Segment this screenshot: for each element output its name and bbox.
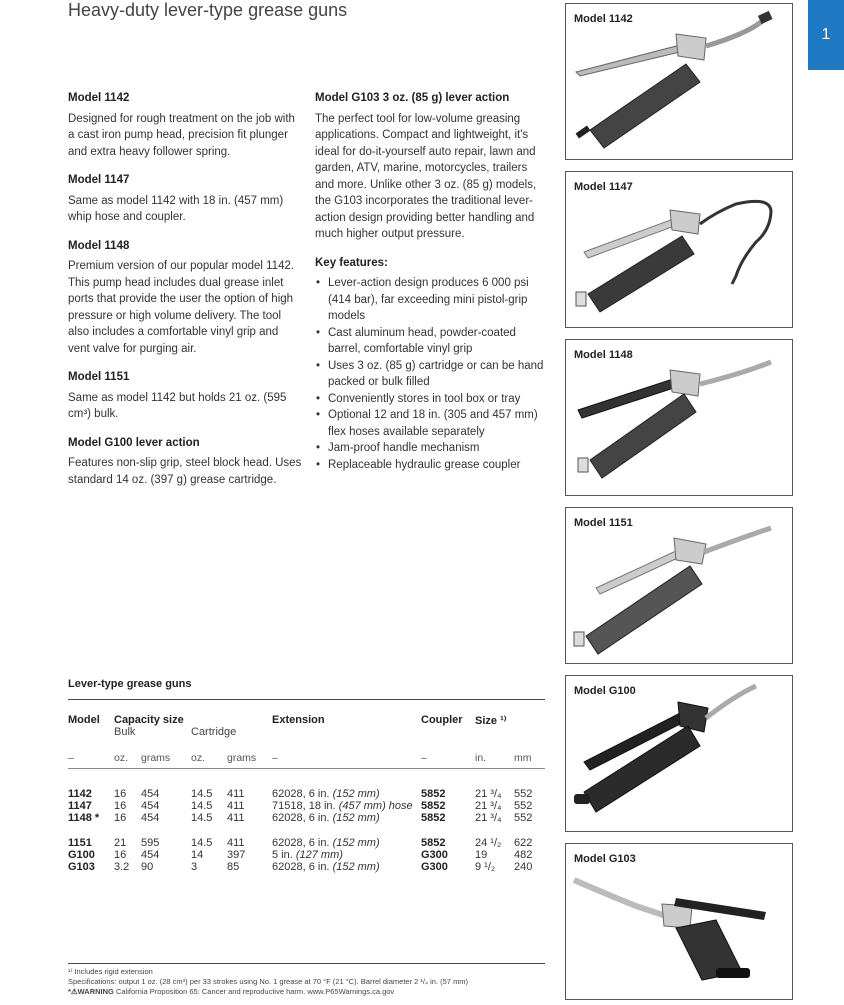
cell-cart-grams: 411 [227, 800, 245, 812]
product-image-box [565, 675, 793, 832]
cell-coupler: 5852 [421, 837, 446, 849]
model-description: Same as model 1142 with 18 in. (457 mm) whip hose and coupler. [68, 194, 284, 223]
column-header-model: Model [68, 714, 100, 726]
image-label: Model 1147 [574, 181, 633, 193]
image-label: Model 1142 [574, 13, 633, 25]
feature-item: • Optional 12 and 18 in. (305 and 457 mm) flex hoses available separately [328, 407, 547, 440]
cell-extension-text: 62028, 6 in. [272, 788, 330, 800]
cell-model: 1147 [68, 800, 92, 812]
grease-gun-g103-image [566, 844, 792, 999]
grease-gun-1142-image [566, 4, 792, 159]
cell-cart-grams: 411 [227, 812, 245, 824]
warning-label: *⚠WARNING [68, 987, 114, 996]
cell-bulk-grams: 454 [141, 849, 160, 861]
cell-extension [272, 861, 380, 873]
feature-item: • Jam-proof handle mechanism [328, 440, 547, 457]
footnote-1: ¹⁾ Includes rigid extension [68, 967, 153, 976]
cell-extension-metric: (152 mm) [332, 837, 380, 849]
column-header-bulk: Bulk [114, 726, 136, 738]
cell-extension [272, 800, 413, 812]
cell-bulk-grams: 454 [141, 800, 160, 812]
features-list [315, 275, 547, 473]
feature-item: • Uses 3 oz. (85 g) cartridge or can be hand packed or bulk filled [328, 358, 547, 391]
cell-cart-oz: 14.5 [191, 800, 213, 812]
model-description: The perfect tool for low-volume greasing applications. Compact and lightweight, it's ideal for do-it-yourself auto repair, lawn and garden, ATV, marine, motorcycles, trailers and more. Unlike other 3 oz. (85 g) models, the G103 incorporates the traditional lever-action design providing better handling and much higher output pressure. [315, 112, 537, 240]
table-rule-units [68, 768, 545, 769]
model-heading: Model G100 lever action [68, 436, 200, 449]
cell-model: 1142 [68, 788, 92, 800]
product-image-box [565, 507, 793, 664]
unit-bulk-oz: oz. [114, 752, 129, 764]
image-label: Model G103 [574, 853, 636, 865]
column-header-extension: Extension [272, 714, 325, 726]
cell-bulk-grams: 595 [141, 837, 160, 849]
cell-extension-text: 5 in. [272, 849, 293, 861]
feature-item: • Lever-action design produces 6 000 psi (414 bar), far exceeding mini pistol-grip models [328, 275, 547, 325]
model-heading: Model G103 3 oz. (85 g) lever action [315, 92, 510, 104]
feature-item: • Conveniently stores in tool box or tray [328, 391, 547, 408]
model-description: Premium version of our popular model 1142. This pump head includes dual grease inlet ports that provide the user the option of high pressure or high volume delivery. The tool also includes a comfortable vinyl grip and vent valve for purging air. [68, 260, 295, 355]
cell-model: G103 [68, 861, 95, 873]
cell-coupler: G300 [421, 861, 448, 873]
product-image-box [565, 3, 793, 160]
cell-cart-grams: 397 [227, 849, 246, 861]
grease-gun-g100-image [566, 676, 792, 831]
unit-model: – [68, 752, 74, 764]
cell-coupler: 5852 [421, 812, 446, 824]
model-heading: Model 1142 [68, 92, 130, 104]
cell-coupler: 5852 [421, 788, 446, 800]
model-description: Same as model 1142 but holds 21 oz. (595 cm³) bulk. [68, 391, 287, 420]
model-description: Designed for rough treatment on the job with a cast iron pump head, precision fit plunger and extra heavy follower spring. [68, 112, 295, 158]
cell-cart-oz: 14.5 [191, 812, 213, 824]
cell-extension-metric: (152 mm) [332, 861, 380, 873]
cell-extension [272, 837, 380, 849]
cell-extension-metric: (152 mm) [332, 788, 380, 800]
cell-size-in: 21 ³/₄ [475, 788, 502, 800]
column-header-capacity: Capacity size [114, 714, 184, 726]
image-label: Model 1148 [574, 349, 633, 361]
cell-extension-metric: (152 mm) [332, 812, 380, 824]
cell-model: 1151 [68, 837, 92, 849]
cell-extension-text: 62028, 6 in. [272, 861, 330, 873]
cell-bulk-oz: 3.2 [114, 861, 130, 873]
cell-cart-oz: 14.5 [191, 837, 213, 849]
footnote-specifications: Specifications: output 1 oz. (28 cm³) per 33 strokes using No. 1 grease at 70 °F (21 °C). Barrel diameter 2 ¹/₄ in. (57 mm) [68, 977, 469, 986]
cell-bulk-grams: 454 [141, 788, 160, 800]
cell-extension-text: 62028, 6 in. [272, 837, 330, 849]
unit-size-mm: mm [514, 752, 532, 764]
cell-size-mm: 552 [514, 812, 533, 824]
product-image-box [565, 171, 793, 328]
unit-extension: – [272, 752, 278, 764]
cell-cart-grams: 411 [227, 788, 245, 800]
cell-extension-metric: (127 mm) [295, 849, 343, 861]
cell-size-in: 21 ³/₄ [475, 800, 502, 812]
grease-gun-1148-image [566, 340, 792, 495]
product-image-box [565, 843, 793, 1000]
cell-size-mm: 622 [514, 837, 533, 849]
cell-size-in: 19 [475, 849, 488, 861]
unit-size-in: in. [475, 752, 487, 764]
description-column-2 [315, 90, 547, 473]
table-rule-top [68, 699, 545, 700]
footnote-rule [68, 963, 545, 964]
description-column-1 [68, 90, 302, 500]
cell-size-in: 9 ¹/₂ [475, 861, 496, 873]
cell-extension-metric: (457 mm) hose [338, 800, 413, 812]
cell-bulk-grams: 454 [141, 812, 160, 824]
unit-cart-oz: oz. [191, 752, 206, 764]
cell-bulk-oz: 16 [114, 788, 127, 800]
model-heading: Model 1147 [68, 174, 130, 186]
cell-coupler: G300 [421, 849, 448, 861]
cell-bulk-oz: 16 [114, 800, 127, 812]
warning-text: California Proposition 65: Cancer and reproductive harm. www.P65Warnings.ca.gov [115, 987, 395, 996]
cell-extension [272, 788, 380, 800]
table-title: Lever-type grease guns [68, 678, 192, 690]
cell-coupler: 5852 [421, 800, 446, 812]
cell-bulk-oz: 16 [114, 849, 127, 861]
cell-extension-text: 62028, 6 in. [272, 812, 330, 824]
cell-extension-text: 71518, 18 in. [272, 800, 336, 812]
column-header-cartridge: Cartridge [191, 726, 237, 738]
model-heading: Model 1151 [68, 371, 130, 383]
feature-item: • Cast aluminum head, powder-coated barrel, comfortable vinyl grip [328, 325, 547, 358]
cell-extension [272, 849, 343, 861]
model-description: Features non-slip grip, steel block head. Uses standard 14 oz. (397 g) grease cartridge. [68, 457, 302, 486]
cell-extension [272, 812, 380, 824]
footnote-warning [68, 987, 394, 996]
image-label: Model G100 [574, 685, 636, 697]
features-heading: Key features: [315, 256, 388, 269]
cell-model: G100 [68, 849, 95, 861]
cell-cart-grams: 411 [227, 837, 245, 849]
cell-cart-oz: 3 [191, 861, 198, 873]
unit-bulk-grams: grams [141, 752, 171, 764]
cell-cart-oz: 14 [191, 849, 204, 861]
cell-size-mm: 552 [514, 788, 533, 800]
chapter-tab: 1 [808, 0, 844, 70]
image-label: Model 1151 [574, 517, 633, 529]
product-image-box [565, 339, 793, 496]
cell-cart-oz: 14.5 [191, 788, 213, 800]
column-header-size: Size ¹⁾ [475, 715, 507, 727]
feature-item: • Replaceable hydraulic grease coupler [328, 457, 547, 474]
unit-coupler: – [421, 752, 427, 764]
column-header-coupler: Coupler [421, 714, 463, 726]
cell-bulk-grams: 90 [141, 861, 154, 873]
cell-bulk-oz: 21 [114, 837, 127, 849]
cell-model: 1148 * [68, 812, 100, 824]
cell-bulk-oz: 16 [114, 812, 127, 824]
cell-size-in: 24 ¹/₂ [475, 837, 502, 849]
cell-size-mm: 482 [514, 849, 533, 861]
page-title: Heavy-duty lever-type grease guns [68, 0, 348, 20]
cell-size-in: 21 ³/₄ [475, 812, 502, 824]
grease-gun-1147-image [566, 172, 792, 327]
unit-cart-grams: grams [227, 752, 257, 764]
cell-size-mm: 240 [514, 861, 533, 873]
grease-gun-1151-image [566, 508, 792, 663]
cell-cart-grams: 85 [227, 861, 240, 873]
cell-size-mm: 552 [514, 800, 533, 812]
model-heading: Model 1148 [68, 239, 130, 252]
